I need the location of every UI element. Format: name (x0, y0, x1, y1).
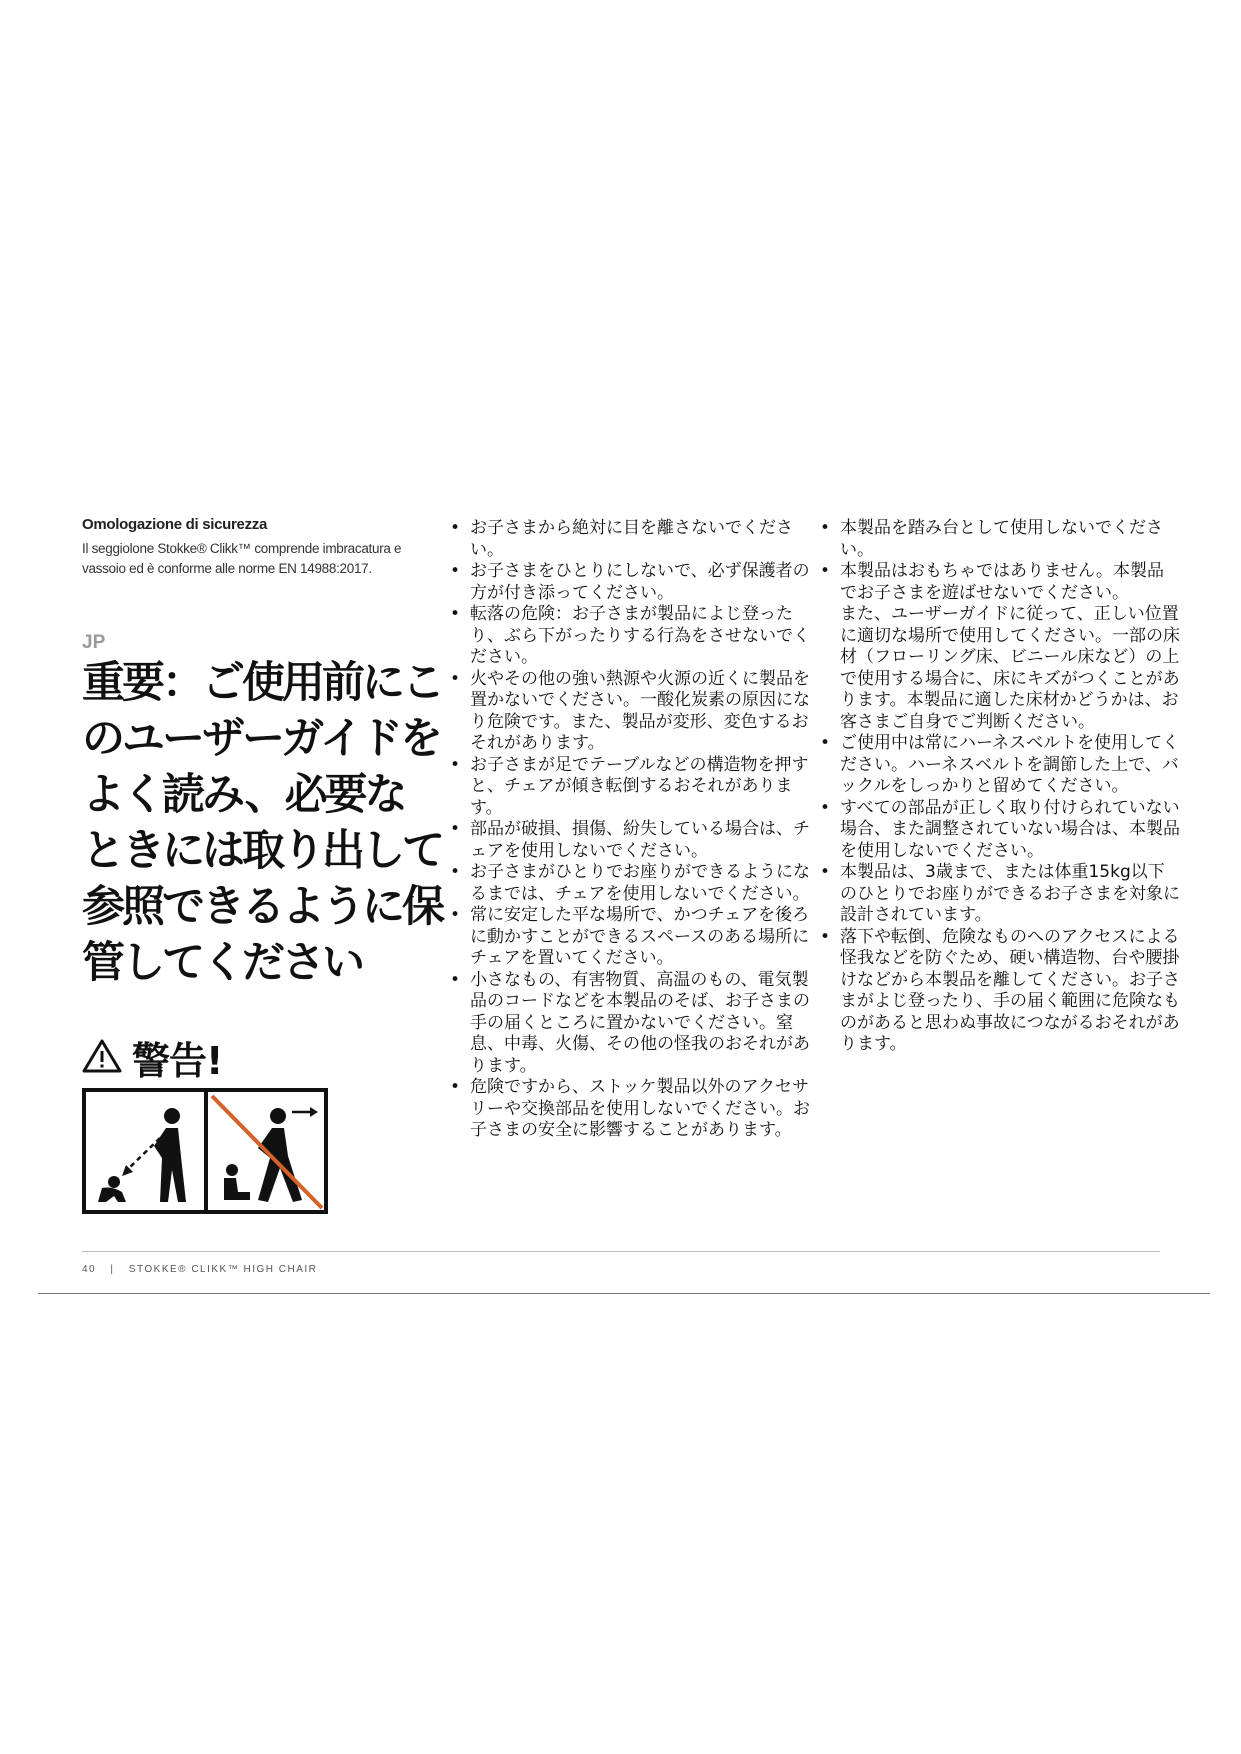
list-item: • すべての部品が正しく取り付けられていない場合、また調整されていない場合は、本製品を使用しないでください。 (820, 797, 1180, 861)
warnings-column-2 (820, 518, 1180, 1056)
italian-safety-section (82, 516, 442, 579)
page-bottom-divider (38, 1293, 1210, 1294)
warnings-column-1 (450, 518, 810, 1142)
list-item: • お子さまがひとりでお座りができるようになるまでは、チェアを使用しないでください。 (450, 862, 810, 904)
list-item: • 本製品は、3歳まで、または体重15kg以下のひとりでお座りができるお子さまを対象に設計されています。 (820, 862, 1180, 925)
page-footer (82, 1264, 327, 1275)
list-item: • 小さなもの、有害物質、高温のもの、電気製品のコードなどを本製品のそば、お子さまの手の届くところに置かないでください。窒息、中毒、火傷、その他の怪我のおそれがあります。 (450, 969, 810, 1076)
warning-heading (82, 1030, 222, 1085)
list-item: • ご使用中は常にハーネスベルトを使用してください。ハーネスベルトを調節した上で、バックルをしっかりと留めてください。 (820, 733, 1180, 796)
list-item: • 部品が破損、損傷、紛失している場合は、チェアを使用しないでください。 (450, 819, 810, 861)
list-item: • 危険ですから、ストッケ製品以外のアクセサリーや交換部品を使用しないでください。お子さまの安全に影響することがあります。 (450, 1077, 810, 1140)
warning-triangle-icon (82, 1038, 122, 1078)
safety-approval-body: Il seggiolone Stokke® Clikk™ comprende imbracatura e vassoio ed è conforme alle norme EN 14988:2017. (82, 541, 402, 576)
important-heading: 重要：ご使用前にこのユーザーガイドをよく読み、必要なときには取り出して参照できるように保管してください (82, 658, 442, 988)
list-item: • 本製品を踏み台として使用しないでください。 (820, 518, 1163, 560)
warning-title: 警告! (132, 1039, 223, 1083)
footer-divider (82, 1251, 1160, 1252)
list-item: • お子さまが足でテーブルなどの構造物を押すと、チェアが傾き転倒するおそれがあります。 (450, 754, 809, 818)
language-code: JP (82, 632, 106, 653)
list-item: • 火やその他の強い熱源や火源の近くに製品を置かないでください。一酸化炭素の原因になり危険です。また、製品が変形、変色するおそれがあります。 (450, 668, 810, 753)
list-item: • 本製品はおもちゃではありません。本製品でお子さまを遊ばせないでください。 (820, 561, 1165, 603)
list-item: また、ユーザーガイドに従って、正しい位置に適切な場所で使用してください。一部の床材（フローリング床、ビニール床など）の上で使用する場合に、床にキズがつくことがあります。本製品に適した床材かどうかは、お客さまご自身でご判断ください。 (840, 604, 1180, 732)
list-item: • 常に安定した平な場所で、かつチェアを後ろに動かすことができるスペースのある場所にチェアを置いてください。 (450, 905, 810, 968)
page-number: 40 (82, 1264, 97, 1275)
product-name: STOKKE® CLIKK™ HIGH CHAIR (128, 1264, 318, 1275)
list-item: • 落下や転倒、危険なものへのアクセスによる怪我などを防ぐため、硬い構造物、台や腰掛けなどから本製品を離してください。お子さまがよじ登ったり、手の届く範囲に危険なものがあると思わぬ事故につながるおそれがあります。 (820, 926, 1180, 1054)
safety-approval-title: Omologazione di sicurezza (82, 516, 268, 533)
safety-pictogram (82, 1088, 328, 1214)
list-item: • お子さまから絶対に目を離さないでください。 (450, 518, 793, 560)
footer-separator: | (110, 1264, 115, 1275)
list-item: • 転落の危険：お子さまが製品によじ登ったり、ぶら下がったりする行為をさせないでください。 (450, 604, 810, 667)
list-item: • お子さまをひとりにしないで、必ず保護者の方が付き添ってください。 (450, 561, 810, 603)
